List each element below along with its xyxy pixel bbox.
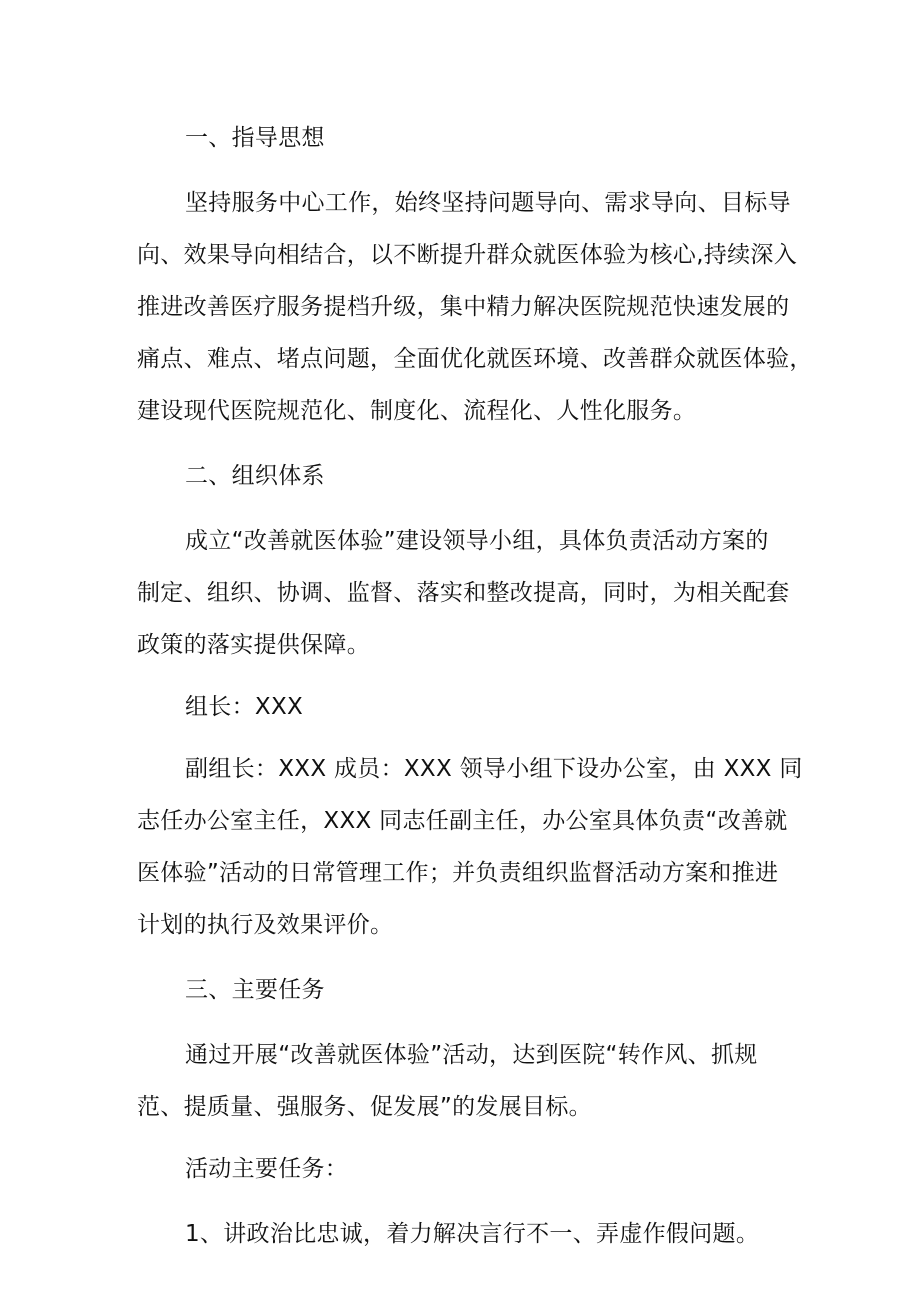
- paragraph-line: 制定、组织、协调、监督、落实和整改提高，同时，为相关配套: [137, 580, 790, 606]
- paragraph-line: 政策的落实提供保障。: [137, 632, 370, 658]
- task-item-1: 1、讲政治比忠诚，着力解决言行不一、弄虚作假问题。: [185, 1221, 760, 1247]
- section-heading-organization: 二、组织体系: [185, 463, 325, 489]
- group-leader-line: 组长：XXX: [185, 694, 304, 720]
- paragraph-members: [137, 743, 803, 951]
- paragraph-organization: [137, 515, 797, 671]
- paragraph-line: 副组长：XXX 成员：XXX 领导小组下设办公室，由 XXX 同: [185, 756, 803, 782]
- paragraph-line: 志任办公室主任，XXX 同志任副主任，办公室具体负责“改善就: [137, 808, 788, 834]
- paragraph-line: 成立“改善就医体验”建设领导小组，具体负责活动方案的: [185, 528, 769, 554]
- paragraph-line: 通过开展“改善就医体验”活动，达到医院“转作风、抓规: [185, 1042, 758, 1068]
- section-heading-guiding-ideology: 一、指导思想: [185, 125, 325, 151]
- paragraph-line: 推进改善医疗服务提档升级，集中精力解决医院规范快速发展的: [137, 294, 790, 320]
- paragraph-line: 坚持服务中心工作，始终坚持问题导向、需求导向、目标导: [185, 190, 791, 216]
- paragraph-main-tasks: [137, 1029, 797, 1133]
- paragraph-guiding-ideology: [137, 177, 813, 437]
- section-heading-main-tasks: 三、主要任务: [185, 977, 325, 1003]
- paragraph-line: 范、提质量、强服务、促发展”的发展目标。: [137, 1094, 592, 1120]
- document-body: [137, 112, 813, 1260]
- paragraph-line: 医体验”活动的日常管理工作；并负责组织监督活动方案和推进: [137, 860, 779, 886]
- paragraph-line: 计划的执行及效果评价。: [137, 912, 394, 938]
- paragraph-line: 建设现代医院规范化、制度化、流程化、人性化服务。: [137, 398, 697, 424]
- paragraph-line: 痛点、难点、堵点问题，全面优化就医环境、改善群众就医体验，: [137, 346, 813, 372]
- tasks-intro-line: 活动主要任务：: [185, 1156, 349, 1182]
- paragraph-line: 向、效果导向相结合，以不断提升群众就医体验为核心,持续深入: [137, 242, 798, 268]
